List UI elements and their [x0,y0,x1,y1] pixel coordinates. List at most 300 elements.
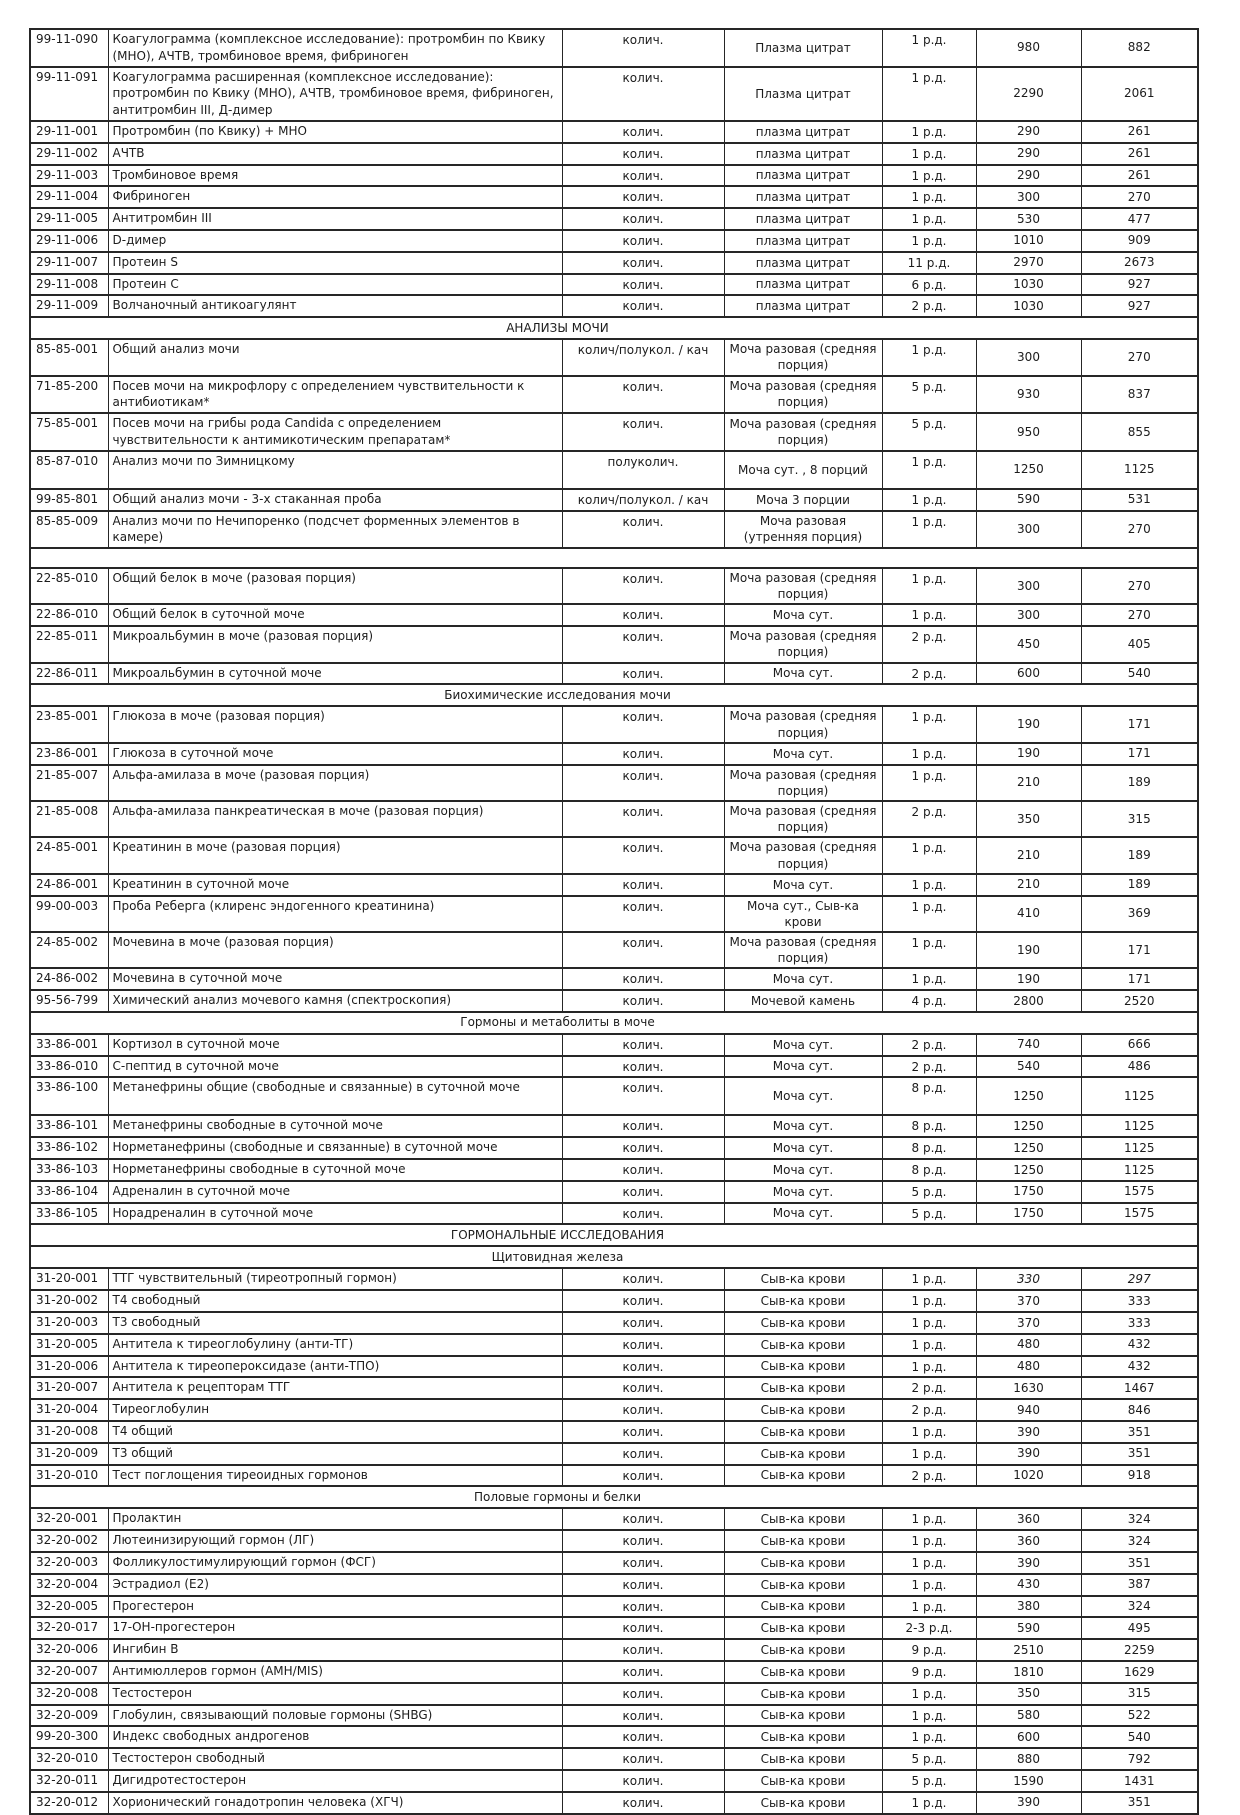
method-cell: колич. [562,663,724,685]
biomaterial-cell: Моча сут., Сыв-ка крови [724,896,882,932]
method-cell: колич. [562,1312,724,1334]
table-row [30,1748,1198,1770]
price-discount-cell: 540 [1081,663,1198,685]
turnaround-cell: 1 р.д. [882,1726,976,1748]
biomaterial-cell: Сыв-ка крови [724,1312,882,1334]
method-cell: колич/полукол. / кач [562,489,724,511]
table-row [30,874,1198,896]
turnaround-cell: 8 р.д. [882,1115,976,1137]
price-discount-cell: 261 [1081,143,1198,165]
test-name-cell: Микроальбумин в моче (разовая порция) [108,626,562,662]
test-name-cell: Дигидротестостерон [108,1770,562,1792]
method-cell: колич. [562,143,724,165]
biomaterial-cell: Сыв-ка крови [724,1726,882,1748]
test-code-cell: 85-85-009 [30,511,108,549]
method-cell: колич. [562,295,724,317]
table-row [30,1334,1198,1356]
table-row [30,1530,1198,1552]
table-row [30,568,1198,604]
test-name-cell: Тест поглощения тиреоидных гормонов [108,1465,562,1487]
price-base-cell: 2970 [976,252,1081,274]
turnaround-cell: 4 р.д. [882,990,976,1012]
test-code-cell: 23-85-001 [30,706,108,742]
price-discount-cell: 1431 [1081,1770,1198,1792]
biomaterial-cell: Моча сут. [724,1181,882,1203]
turnaround-cell: 1 р.д. [882,706,976,742]
price-discount-cell: 351 [1081,1443,1198,1465]
price-base-cell: 2290 [976,67,1081,121]
price-base-cell: 480 [976,1334,1081,1356]
test-name-cell: Посев мочи на грибы рода Candida с определением чувствительности к антимикотическим препаратам* [108,413,562,451]
test-name-cell: Т4 общий [108,1421,562,1443]
test-code-cell: 21-85-007 [30,765,108,801]
biomaterial-cell: Сыв-ка крови [724,1574,882,1596]
method-cell: колич. [562,1661,724,1683]
test-name-cell: Креатинин в суточной моче [108,874,562,896]
method-cell: колич. [562,1056,724,1078]
method-cell: колич. [562,1748,724,1770]
biomaterial-cell: Сыв-ка крови [724,1290,882,1312]
price-discount-cell: 261 [1081,121,1198,143]
method-cell: колич. [562,1115,724,1137]
biomaterial-cell: Моча сут. [724,1159,882,1181]
turnaround-cell: 1 р.д. [882,1268,976,1290]
biomaterial-cell: Моча разовая (средняя порция) [724,706,882,742]
test-name-cell: Кортизол в суточной моче [108,1034,562,1056]
test-code-cell: 32-20-010 [30,1748,108,1770]
price-base-cell: 1250 [976,1077,1081,1115]
test-code-cell: 32-20-009 [30,1705,108,1727]
price-discount-cell: 171 [1081,968,1198,990]
price-discount-cell: 477 [1081,208,1198,230]
turnaround-cell: 1 р.д. [882,1356,976,1378]
test-name-cell: Общий белок в моче (разовая порция) [108,568,562,604]
table-row [30,274,1198,296]
price-base-cell: 600 [976,663,1081,685]
test-name-cell: Общий анализ мочи - 3-х стаканная проба [108,489,562,511]
biomaterial-cell: Моча сут. [724,1115,882,1137]
method-cell: колич. [562,1268,724,1290]
table-row [30,626,1198,662]
turnaround-cell: 1 р.д. [882,1290,976,1312]
price-base-cell: 300 [976,511,1081,549]
method-cell: колич. [562,1290,724,1312]
price-discount-cell: 189 [1081,765,1198,801]
price-discount-cell: 270 [1081,186,1198,208]
method-cell: колич. [562,765,724,801]
test-code-cell: 99-11-090 [30,29,108,67]
method-cell: колич. [562,1399,724,1421]
price-base-cell: 1010 [976,230,1081,252]
table-row [30,143,1198,165]
biomaterial-cell: Сыв-ка крови [724,1617,882,1639]
turnaround-cell: 1 р.д. [882,67,976,121]
turnaround-cell: 1 р.д. [882,568,976,604]
price-discount-cell: 171 [1081,706,1198,742]
price-discount-cell: 792 [1081,1748,1198,1770]
biomaterial-cell: Сыв-ка крови [724,1530,882,1552]
table-row [30,1683,1198,1705]
price-base-cell: 530 [976,208,1081,230]
price-base-cell: 1250 [976,1115,1081,1137]
price-discount-cell: 837 [1081,376,1198,414]
method-cell: колич. [562,932,724,968]
biomaterial-cell: Моча разовая (средняя порция) [724,837,882,873]
turnaround-cell: 2 р.д. [882,1465,976,1487]
section-row [30,317,1198,339]
method-cell: колич. [562,1508,724,1530]
biomaterial-cell: Моча разовая (средняя порция) [724,339,882,375]
test-name-cell: Антимюллеров гормон (AMH/MIS) [108,1661,562,1683]
table-row [30,208,1198,230]
price-discount-cell: 855 [1081,413,1198,451]
method-cell: колич. [562,1726,724,1748]
test-name-cell: Анализ мочи по Зимницкому [108,451,562,489]
price-base-cell: 390 [976,1421,1081,1443]
turnaround-cell: 9 р.д. [882,1661,976,1683]
table-row [30,1399,1198,1421]
test-code-cell: 22-85-010 [30,568,108,604]
biomaterial-cell: Моча сут. [724,1077,882,1115]
price-base-cell: 590 [976,1617,1081,1639]
method-cell: колич. [562,1792,724,1814]
test-code-cell: 31-20-006 [30,1356,108,1378]
test-name-cell: Протеин C [108,274,562,296]
price-discount-cell: 909 [1081,230,1198,252]
turnaround-cell: 5 р.д. [882,1181,976,1203]
test-code-cell: 24-85-001 [30,837,108,873]
biomaterial-cell: Моча сут. [724,663,882,685]
method-cell: колич. [562,1596,724,1618]
turnaround-cell: 1 р.д. [882,1443,976,1465]
price-discount-cell: 1125 [1081,451,1198,489]
test-code-cell: 31-20-009 [30,1443,108,1465]
price-base-cell: 1030 [976,295,1081,317]
price-base-cell: 950 [976,413,1081,451]
test-name-cell: Адреналин в суточной моче [108,1181,562,1203]
price-discount-cell: 171 [1081,932,1198,968]
price-base-cell: 1250 [976,1137,1081,1159]
biomaterial-cell: плазма цитрат [724,295,882,317]
turnaround-cell: 1 р.д. [882,1792,976,1814]
test-code-cell: 32-20-017 [30,1617,108,1639]
price-discount-cell: 1125 [1081,1077,1198,1115]
price-base-cell: 600 [976,1726,1081,1748]
turnaround-cell: 1 р.д. [882,489,976,511]
biomaterial-cell: Моча сут. , 8 порций [724,451,882,489]
test-code-cell: 33-86-100 [30,1077,108,1115]
test-name-cell: АЧТВ [108,143,562,165]
table-row [30,1077,1198,1115]
price-discount-cell: 324 [1081,1530,1198,1552]
price-base-cell: 430 [976,1574,1081,1596]
turnaround-cell: 8 р.д. [882,1159,976,1181]
test-code-cell: 71-85-200 [30,376,108,414]
test-code-cell: 31-20-008 [30,1421,108,1443]
section-label: ГОРМОНАЛЬНЫЕ ИССЛЕДОВАНИЯ [30,1224,1198,1246]
price-base-cell: 190 [976,932,1081,968]
test-code-cell: 33-86-001 [30,1034,108,1056]
price-base-cell: 390 [976,1552,1081,1574]
turnaround-cell: 5 р.д. [882,1203,976,1225]
price-base-cell: 1750 [976,1181,1081,1203]
test-code-cell: 22-86-010 [30,604,108,626]
test-code-cell: 29-11-006 [30,230,108,252]
biomaterial-cell: Сыв-ка крови [724,1399,882,1421]
test-name-cell: Метанефрины свободные в суточной моче [108,1115,562,1137]
turnaround-cell: 5 р.д. [882,1770,976,1792]
test-name-cell: Глюкоза в суточной моче [108,743,562,765]
test-code-cell: 31-20-001 [30,1268,108,1290]
biomaterial-cell: Моча сут. [724,968,882,990]
method-cell: колич. [562,274,724,296]
price-base-cell: 370 [976,1312,1081,1334]
test-code-cell: 31-20-003 [30,1312,108,1334]
biomaterial-cell: Моча разовая (средняя порция) [724,568,882,604]
method-cell: колич. [562,1181,724,1203]
table-row [30,1508,1198,1530]
test-name-cell: Фибриноген [108,186,562,208]
table-row [30,121,1198,143]
table-row [30,1137,1198,1159]
method-cell: колич. [562,186,724,208]
price-discount-cell: 315 [1081,1683,1198,1705]
test-name-cell: Эстрадиол (Е2) [108,1574,562,1596]
method-cell: колич. [562,874,724,896]
method-cell: полуколич. [562,451,724,489]
test-code-cell: 99-20-300 [30,1726,108,1748]
price-base-cell: 190 [976,968,1081,990]
test-code-cell: 31-20-004 [30,1399,108,1421]
turnaround-cell: 5 р.д. [882,1748,976,1770]
table-row [30,186,1198,208]
table-row [30,252,1198,274]
turnaround-cell: 1 р.д. [882,1574,976,1596]
test-code-cell: 99-11-091 [30,67,108,121]
price-base-cell: 350 [976,801,1081,837]
turnaround-cell: 1 р.д. [882,208,976,230]
price-base-cell: 2510 [976,1639,1081,1661]
table-row [30,511,1198,549]
section-row [30,1486,1198,1508]
method-cell: колич. [562,1574,724,1596]
price-base-cell: 300 [976,568,1081,604]
test-code-cell: 85-87-010 [30,451,108,489]
test-name-cell: Глюкоза в моче (разовая порция) [108,706,562,742]
table-row [30,165,1198,187]
table-row [30,29,1198,67]
price-discount-cell: 270 [1081,339,1198,375]
section-row [30,1012,1198,1034]
biomaterial-cell: Сыв-ка крови [724,1465,882,1487]
method-cell: колич. [562,604,724,626]
price-discount-cell: 927 [1081,274,1198,296]
test-code-cell: 32-20-005 [30,1596,108,1618]
table-row [30,1034,1198,1056]
price-discount-cell: 1467 [1081,1377,1198,1399]
turnaround-cell: 1 р.д. [882,932,976,968]
document-page [0,28,1240,1810]
test-name-cell: Прогестерон [108,1596,562,1618]
test-code-cell: 32-20-004 [30,1574,108,1596]
biomaterial-cell: плазма цитрат [724,143,882,165]
test-code-cell: 24-86-001 [30,874,108,896]
turnaround-cell: 1 р.д. [882,143,976,165]
method-cell: колич. [562,1443,724,1465]
table-row [30,1465,1198,1487]
biomaterial-cell: Сыв-ка крови [724,1334,882,1356]
test-code-cell: 29-11-002 [30,143,108,165]
turnaround-cell: 1 р.д. [882,121,976,143]
table-row [30,801,1198,837]
turnaround-cell: 2-3 р.д. [882,1617,976,1639]
method-cell: колич. [562,1683,724,1705]
table-row [30,765,1198,801]
method-cell: колич. [562,1705,724,1727]
price-discount-cell: 531 [1081,489,1198,511]
table-row [30,1596,1198,1618]
price-base-cell: 1630 [976,1377,1081,1399]
biomaterial-cell: Моча 3 порции [724,489,882,511]
price-discount-cell: 918 [1081,1465,1198,1487]
price-discount-cell: 387 [1081,1574,1198,1596]
method-cell: колич. [562,1077,724,1115]
test-name-cell: Тромбиновое время [108,165,562,187]
test-code-cell: 33-86-010 [30,1056,108,1078]
table-row [30,67,1198,121]
price-discount-cell: 189 [1081,874,1198,896]
section-label: Щитовидная железа [30,1246,1198,1268]
method-cell: колич. [562,121,724,143]
price-discount-cell: 846 [1081,1399,1198,1421]
price-base-cell: 1250 [976,451,1081,489]
method-cell: колич. [562,165,724,187]
test-code-cell: 32-20-007 [30,1661,108,1683]
test-name-cell: Коагулограмма (комплексное исследование): протромбин по Квику (МНО), АЧТВ, тромбиновое время, фибриноген [108,29,562,67]
biomaterial-cell: Сыв-ка крови [724,1508,882,1530]
method-cell: колич/полукол. / кач [562,339,724,375]
price-base-cell: 540 [976,1056,1081,1078]
test-name-cell: Тиреоглобулин [108,1399,562,1421]
method-cell: колич. [562,743,724,765]
turnaround-cell: 1 р.д. [882,604,976,626]
price-discount-cell: 2673 [1081,252,1198,274]
table-row [30,1181,1198,1203]
method-cell: колич. [562,968,724,990]
test-code-cell: 29-11-008 [30,274,108,296]
turnaround-cell: 2 р.д. [882,663,976,685]
turnaround-cell: 11 р.д. [882,252,976,274]
test-code-cell: 99-00-003 [30,896,108,932]
method-cell: колич. [562,706,724,742]
price-base-cell: 390 [976,1443,1081,1465]
price-discount-cell: 333 [1081,1290,1198,1312]
section-row [30,1246,1198,1268]
method-cell: колич. [562,1617,724,1639]
test-name-cell: Общий анализ мочи [108,339,562,375]
biomaterial-cell: Сыв-ка крови [724,1639,882,1661]
table-row [30,1661,1198,1683]
table-row [30,663,1198,685]
table-row [30,1356,1198,1378]
test-code-cell: 31-20-007 [30,1377,108,1399]
price-base-cell: 290 [976,143,1081,165]
turnaround-cell: 1 р.д. [882,1683,976,1705]
method-cell: колич. [562,1552,724,1574]
table-row [30,1421,1198,1443]
test-code-cell: 33-86-105 [30,1203,108,1225]
test-name-cell: Антитромбин III [108,208,562,230]
section-label: Гормоны и метаболиты в моче [30,1012,1198,1034]
turnaround-cell: 2 р.д. [882,626,976,662]
table-row [30,1552,1198,1574]
price-base-cell: 360 [976,1530,1081,1552]
price-base-cell: 450 [976,626,1081,662]
test-code-cell: 32-20-003 [30,1552,108,1574]
price-discount-cell: 1575 [1081,1181,1198,1203]
price-discount-cell: 270 [1081,568,1198,604]
price-discount-cell: 351 [1081,1552,1198,1574]
test-name-cell: Т3 свободный [108,1312,562,1334]
method-cell: колич. [562,230,724,252]
test-name-cell: Микроальбумин в суточной моче [108,663,562,685]
method-cell: колич. [562,568,724,604]
table-row [30,295,1198,317]
method-cell: колич. [562,626,724,662]
price-base-cell: 590 [976,489,1081,511]
table-row [30,743,1198,765]
test-code-cell: 29-11-005 [30,208,108,230]
spacer-cell [30,548,1198,568]
price-base-cell: 290 [976,121,1081,143]
test-code-cell: 32-20-011 [30,1770,108,1792]
turnaround-cell: 1 р.д. [882,1312,976,1334]
turnaround-cell: 1 р.д. [882,1334,976,1356]
table-row [30,339,1198,375]
test-name-cell: Протеин S [108,252,562,274]
biomaterial-cell: Сыв-ка крови [724,1683,882,1705]
section-label: Половые гормоны и белки [30,1486,1198,1508]
biomaterial-cell: Моча сут. [724,1203,882,1225]
biomaterial-cell: плазма цитрат [724,274,882,296]
price-base-cell: 210 [976,765,1081,801]
price-discount-cell: 2520 [1081,990,1198,1012]
turnaround-cell: 1 р.д. [882,165,976,187]
price-discount-cell: 189 [1081,837,1198,873]
biomaterial-cell: Плазма цитрат [724,67,882,121]
biomaterial-cell: Моча разовая (средняя порция) [724,376,882,414]
test-code-cell: 32-20-001 [30,1508,108,1530]
test-name-cell: Норадреналин в суточной моче [108,1203,562,1225]
table-row [30,990,1198,1012]
test-name-cell: Креатинин в моче (разовая порция) [108,837,562,873]
turnaround-cell: 1 р.д. [882,1530,976,1552]
test-name-cell: D-димер [108,230,562,252]
turnaround-cell: 2 р.д. [882,1034,976,1056]
test-code-cell: 22-86-011 [30,663,108,685]
biomaterial-cell: Моча сут. [724,874,882,896]
biomaterial-cell: Моча разовая (средняя порция) [724,932,882,968]
turnaround-cell: 1 р.д. [882,837,976,873]
price-base-cell: 210 [976,874,1081,896]
turnaround-cell: 1 р.д. [882,896,976,932]
test-name-cell: С-пептид в суточной моче [108,1056,562,1078]
price-base-cell: 1750 [976,1203,1081,1225]
test-name-cell: Тестостерон [108,1683,562,1705]
test-code-cell: 24-86-002 [30,968,108,990]
price-discount-cell: 927 [1081,295,1198,317]
test-name-cell: Т4 свободный [108,1290,562,1312]
